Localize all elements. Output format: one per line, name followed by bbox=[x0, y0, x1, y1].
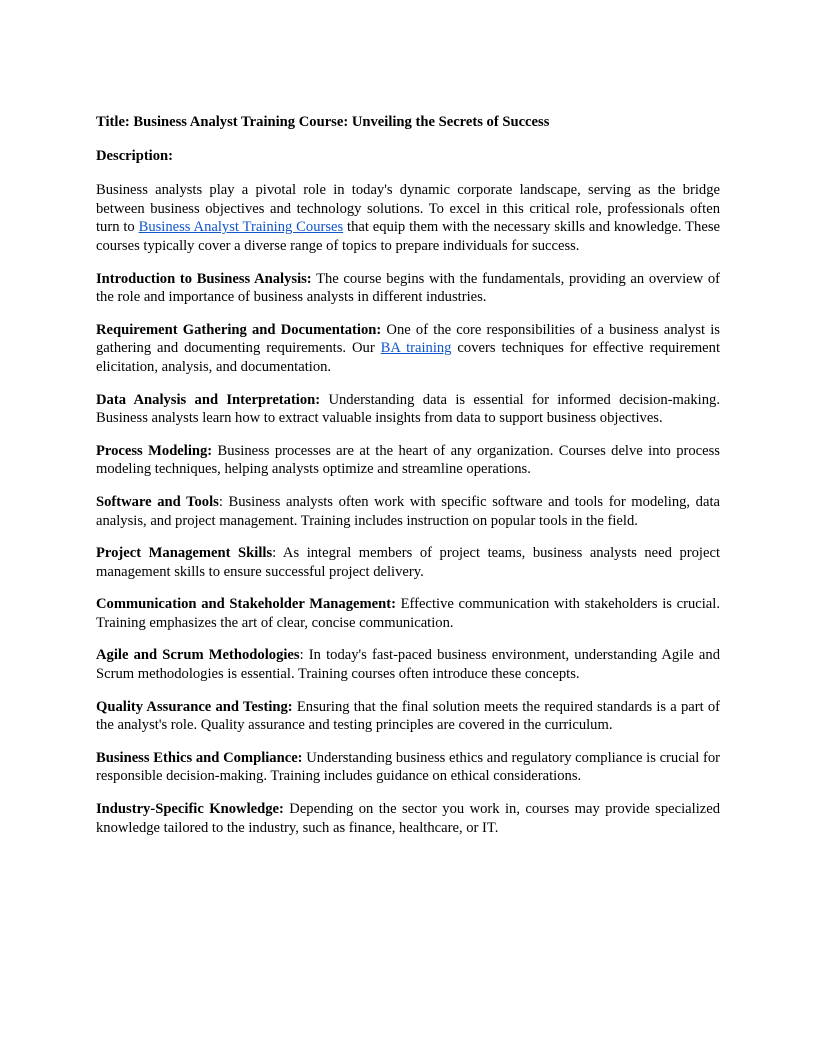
section-requirement-gathering bbox=[96, 321, 720, 377]
section-heading: Data Analysis and Interpretation: bbox=[96, 391, 321, 408]
section-body: : As integral members of project teams, business analysts need project management skills to ensure successful project delivery. bbox=[96, 545, 720, 580]
description-label-text: Description: bbox=[96, 148, 174, 165]
section-body-continued: covers techniques for effective requirement elicitation, analysis, and documentation. bbox=[96, 340, 720, 375]
section-heading: Business Ethics and Compliance: bbox=[96, 749, 303, 766]
section-heading: Communication and Stakeholder Management: bbox=[96, 596, 396, 613]
section-heading: Software and Tools bbox=[96, 493, 219, 510]
section-software-and-tools bbox=[96, 493, 720, 530]
section-heading: Introduction to Business Analysis: bbox=[96, 270, 312, 287]
section-body: The course begins with the fundamentals, providing an overview of the role and importance of business analysts in different industries. bbox=[96, 270, 720, 306]
section-body: Ensuring that the final solution meets the required standards is a part of the analyst's role. Quality assurance and testing principles are covered in the curriculum. bbox=[96, 698, 720, 734]
business-analyst-training-courses-link[interactable]: Business Analyst Training Courses bbox=[138, 219, 344, 236]
section-agile-and-scrum bbox=[96, 646, 720, 683]
section-introduction-to-business-analysis bbox=[96, 270, 720, 307]
section-body: Understanding data is essential for informed decision-making. Business analysts learn how to extract valuable insights from data to support business objectives. bbox=[96, 391, 720, 427]
section-industry-specific-knowledge bbox=[96, 800, 720, 837]
section-heading: Quality Assurance and Testing: bbox=[96, 698, 293, 715]
section-communication bbox=[96, 595, 720, 632]
section-business-ethics bbox=[96, 749, 720, 786]
document-title bbox=[96, 113, 720, 132]
section-body: Depending on the sector you work in, courses may provide specialized knowledge tailored to the industry, such as finance, healthcare, or IT. bbox=[96, 801, 720, 836]
section-data-analysis bbox=[96, 391, 720, 428]
intro-text-2: that equip them with the necessary skills and knowledge. These courses typically cover a diverse range of topics to prepare individuals for success. bbox=[96, 219, 720, 254]
section-body: Business processes are at the heart of any organization. Courses delve into process modeling techniques, helping analysts optimize and streamline operations. bbox=[96, 442, 720, 478]
section-body: Effective communication with stakeholders is crucial. Training emphasizes the art of clear, concise communication. bbox=[96, 596, 720, 631]
section-body: Understanding business ethics and regulatory compliance is crucial for responsible decision-making. Training includes guidance on ethical considerations. bbox=[96, 749, 720, 785]
section-heading: Requirement Gathering and Documentation: bbox=[96, 321, 382, 338]
section-heading: Industry-Specific Knowledge: bbox=[96, 801, 284, 818]
section-body: One of the core responsibilities of a business analyst is gathering and documenting requirements. Our bbox=[96, 321, 720, 357]
section-quality-assurance bbox=[96, 698, 720, 735]
section-heading: Project Management Skills bbox=[96, 545, 273, 562]
section-heading: Process Modeling: bbox=[96, 442, 213, 459]
section-project-management-skills bbox=[96, 544, 720, 581]
document-title-text: Title: Business Analyst Training Course: Unveiling the Secrets of Success bbox=[96, 114, 550, 130]
section-body: : Business analysts often work with specific software and tools for modeling, data analysis, and project management. Training includes instruction on popular tools in the field. bbox=[96, 493, 720, 529]
section-body: : In today's fast-paced business environment, understanding Agile and Scrum methodologies is essential. Training courses often introduce these concepts. bbox=[96, 647, 720, 683]
description-label bbox=[96, 147, 720, 166]
ba-training-link[interactable]: BA training bbox=[380, 340, 452, 357]
intro-text-1: Business analysts play a pivotal role in today's dynamic corporate landscape, serving as the bridge between business objectives and technology solutions. To excel in this critical role, professionals often turn to bbox=[96, 182, 720, 236]
section-heading: Agile and Scrum Methodologies bbox=[96, 647, 300, 664]
intro-paragraph bbox=[96, 181, 720, 255]
section-process-modeling bbox=[96, 442, 720, 479]
